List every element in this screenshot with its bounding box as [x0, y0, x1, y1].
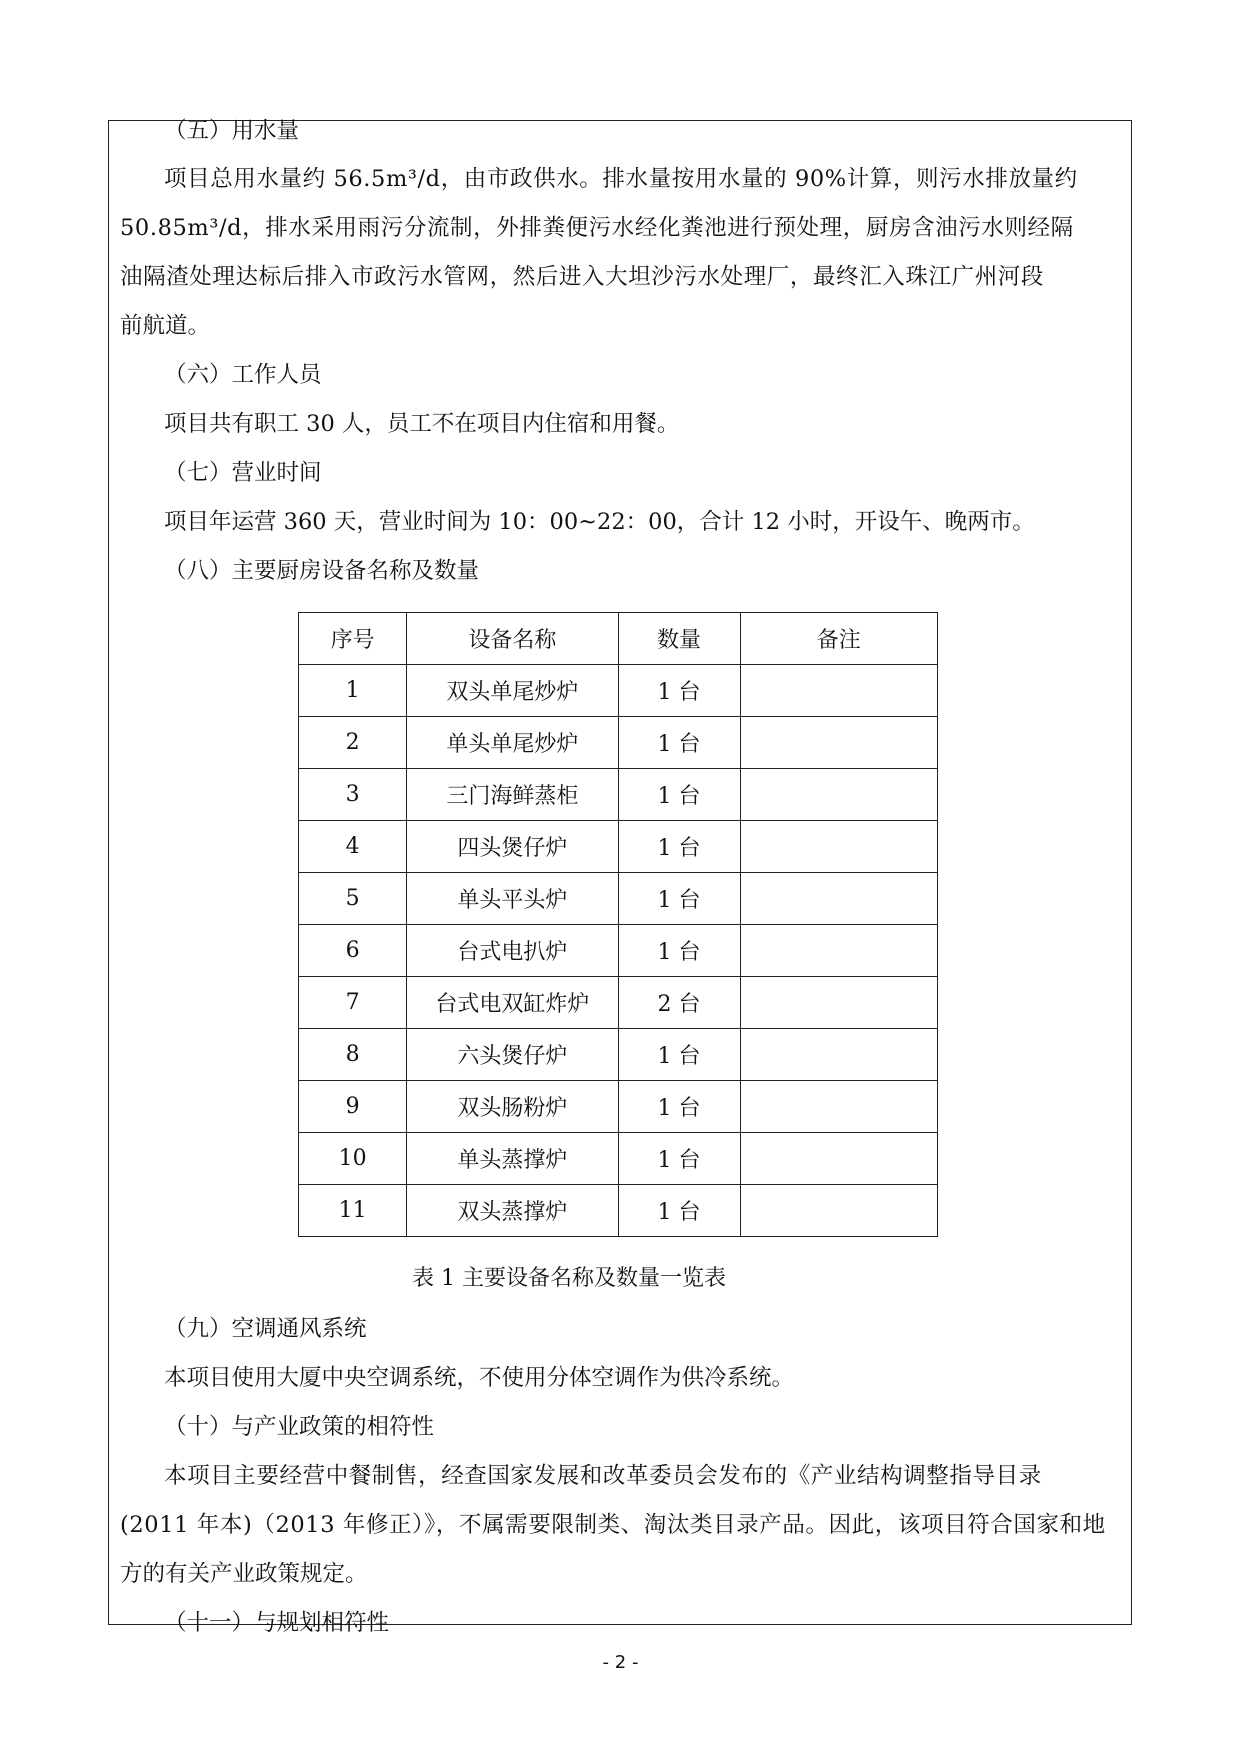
section-8-heading: （八）主要厨房设备名称及数量 — [164, 558, 480, 584]
cell-index: 3 — [299, 769, 407, 821]
cell-quantity: 1 台 — [618, 925, 740, 977]
cell-quantity: 1 台 — [618, 769, 740, 821]
cell-remarks — [740, 1133, 937, 1185]
cell-index: 7 — [299, 977, 407, 1029]
cell-remarks — [740, 925, 937, 977]
cell-equipment-name: 双头单尾炒炉 — [407, 665, 618, 717]
cell-quantity: 1 台 — [618, 1081, 740, 1133]
section-10-heading: （十）与产业政策的相符性 — [164, 1414, 435, 1440]
table-caption: 表 1 主要设备名称及数量一览表 — [412, 1266, 726, 1291]
cell-index: 2 — [299, 717, 407, 769]
table-row — [299, 769, 938, 821]
cell-equipment-name: 台式电扒炉 — [407, 925, 618, 977]
cell-remarks — [740, 665, 937, 717]
section-7-heading: （七）营业时间 — [164, 460, 322, 486]
cell-index: 6 — [299, 925, 407, 977]
page-number: - 2 - — [602, 1652, 639, 1673]
header-quantity: 数量 — [618, 613, 740, 665]
cell-quantity: 1 台 — [618, 821, 740, 873]
cell-equipment-name: 三门海鲜蒸柜 — [407, 769, 618, 821]
cell-remarks — [740, 769, 937, 821]
equipment-table — [298, 612, 938, 1237]
cell-equipment-name: 单头单尾炒炉 — [407, 717, 618, 769]
cell-quantity: 1 台 — [618, 717, 740, 769]
section-5-para-line-4: 前航道。 — [120, 313, 211, 339]
table-row — [299, 925, 938, 977]
cell-index: 8 — [299, 1029, 407, 1081]
header-remarks: 备注 — [740, 613, 937, 665]
cell-equipment-name: 台式电双缸炸炉 — [407, 977, 618, 1029]
cell-quantity: 1 台 — [618, 1133, 740, 1185]
cell-remarks — [740, 1185, 937, 1237]
cell-remarks — [740, 1029, 937, 1081]
cell-remarks — [740, 977, 937, 1029]
table-row — [299, 717, 938, 769]
header-equipment-name: 设备名称 — [407, 613, 618, 665]
cell-index: 1 — [299, 665, 407, 717]
table-header-row — [299, 613, 938, 665]
cell-index: 5 — [299, 873, 407, 925]
cell-quantity: 1 台 — [618, 1185, 740, 1237]
cell-equipment-name: 单头蒸撑炉 — [407, 1133, 618, 1185]
section-11-heading: （十一）与规划相符性 — [164, 1610, 390, 1636]
table-row — [299, 821, 938, 873]
cell-index: 11 — [299, 1185, 407, 1237]
table-row — [299, 1081, 938, 1133]
cell-equipment-name: 四头煲仔炉 — [407, 821, 618, 873]
cell-equipment-name: 双头肠粉炉 — [407, 1081, 618, 1133]
section-6-para: 项目共有职工 30 人，员工不在项目内住宿和用餐。 — [164, 411, 680, 437]
table-row — [299, 665, 938, 717]
table-row — [299, 1029, 938, 1081]
section-6-heading: （六）工作人员 — [164, 362, 322, 388]
cell-index: 4 — [299, 821, 407, 873]
table-row — [299, 1185, 938, 1237]
cell-remarks — [740, 873, 937, 925]
section-7-para: 项目年运营 360 天，营业时间为 10：00~22：00，合计 12 小时，开设午、晚两市。 — [164, 509, 1035, 535]
cell-quantity: 1 台 — [618, 665, 740, 717]
cell-equipment-name: 单头平头炉 — [407, 873, 618, 925]
section-5-heading: （五）用水量 — [164, 118, 300, 144]
header-index: 序号 — [299, 613, 407, 665]
cell-remarks — [740, 1081, 937, 1133]
section-5-para-line-2: 50.85m³/d，排水采用雨污分流制，外排粪便污水经化粪池进行预处理，厨房含油污水则经隔 — [120, 215, 1074, 241]
cell-equipment-name: 六头煲仔炉 — [407, 1029, 618, 1081]
cell-quantity: 2 台 — [618, 977, 740, 1029]
section-5-para-line-3: 油隔渣处理达标后排入市政污水管网，然后进入大坦沙污水处理厂，最终汇入珠江广州河段 — [120, 264, 1045, 290]
cell-equipment-name: 双头蒸撑炉 — [407, 1185, 618, 1237]
section-9-para: 本项目使用大厦中央空调系统，不使用分体空调作为供冷系统。 — [164, 1365, 795, 1391]
cell-remarks — [740, 821, 937, 873]
section-10-para-line-2: (2011 年本)（2013 年修正）》，不属需要限制类、淘汰类目录产品。因此，该项目符合国家和地 — [120, 1512, 1106, 1538]
cell-index: 9 — [299, 1081, 407, 1133]
section-9-heading: （九）空调通风系统 — [164, 1316, 367, 1342]
cell-index: 10 — [299, 1133, 407, 1185]
cell-remarks — [740, 717, 937, 769]
section-10-para-line-1: 本项目主要经营中餐制售，经查国家发展和改革委员会发布的《产业结构调整指导目录 — [164, 1463, 1042, 1489]
table-row — [299, 977, 938, 1029]
section-10-para-line-3: 方的有关产业政策规定。 — [120, 1561, 368, 1587]
section-5-para-line-1: 项目总用水量约 56.5m³/d，由市政供水。排水量按用水量的 90%计算，则污水排放量约 — [164, 166, 1078, 192]
table-row — [299, 873, 938, 925]
cell-quantity: 1 台 — [618, 873, 740, 925]
cell-quantity: 1 台 — [618, 1029, 740, 1081]
table-row — [299, 1133, 938, 1185]
